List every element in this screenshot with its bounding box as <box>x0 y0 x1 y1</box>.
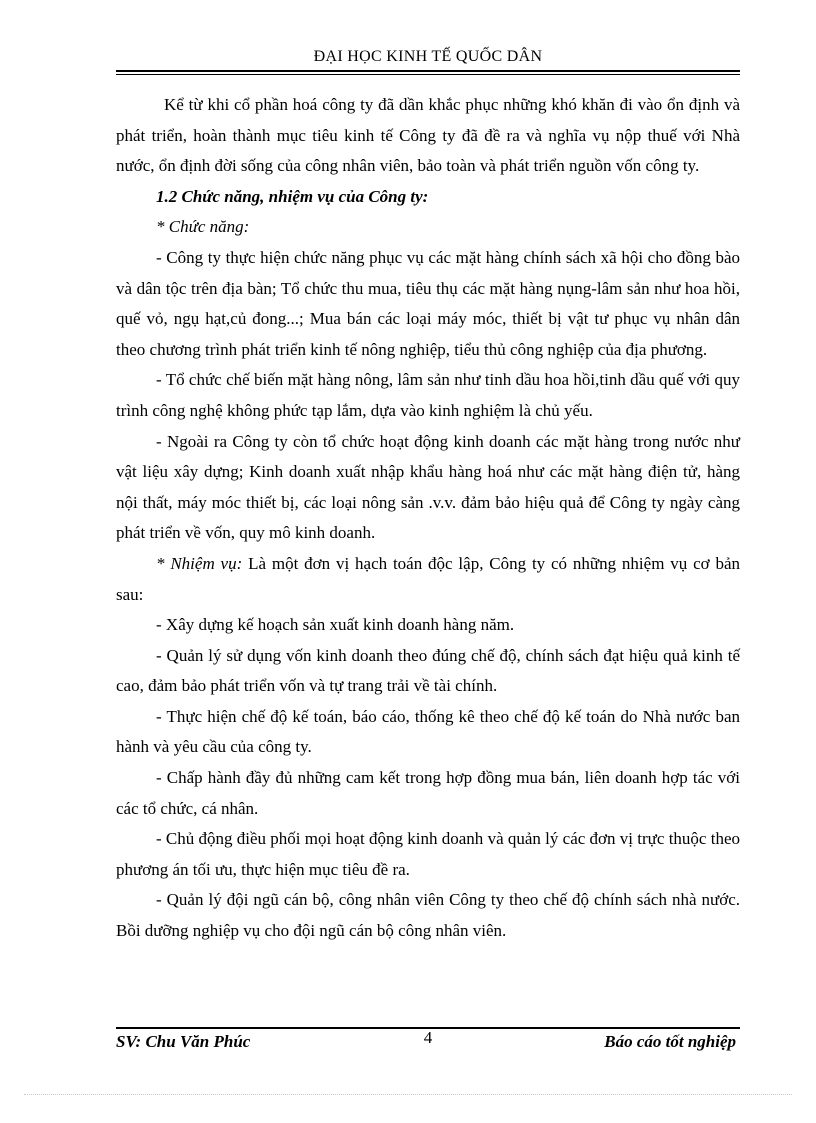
nhiem-vu-label: * Nhiệm vụ: <box>156 553 243 573</box>
chuc-nang-label: * Chức năng: <box>156 217 250 237</box>
chuc-nang-item: - Công ty thực hiện chức năng phục vụ các mặt hàng chính sách xã hội cho đồng bào và dân tộc trên địa bàn; Tổ chức thu mua, tiêu thụ các mặt hàng nụng-lâm sản như hoa hồi, quế vỏ, ngụ hạt,củ đong...; Mua bán các loại máy móc, thiết bị vật tư phục vụ nhân dân theo chương trình phát triển kinh tế nông nghiệp, tiểu thủ công nghiệp của địa phương. <box>116 247 740 359</box>
footer-student-name: SV: Chu Văn Phúc <box>116 1032 251 1051</box>
nhiem-vu-paragraph <box>116 549 740 610</box>
chuc-nang-item: - Ngoài ra Công ty còn tổ chức hoạt động kinh doanh các mặt hàng trong nước như vật liệu xây dựng; Kinh doanh xuất nhập khẩu hàng hoá như các mặt hàng điện tử, hàng nội thất, máy móc thiết bị, các loại nông sản .v.v. đảm bảo hiệu quả để Công ty ngày càng phát triển về vốn, quy mô kinh doanh. <box>116 431 740 543</box>
nhiem-vu-item: - Quản lý đội ngũ cán bộ, công nhân viên Công ty theo chế độ chính sách nhà nước. Bồi dưỡng nghiệp vụ cho đội ngũ cán bộ công nhân viên. <box>116 890 740 941</box>
document-body <box>116 90 740 947</box>
header-rule-thin <box>116 74 740 75</box>
footer-report-type: Báo cáo tốt nghiệp <box>604 1032 736 1051</box>
nhiem-vu-item: - Quản lý sử dụng vốn kinh doanh theo đúng chế độ, chính sách đạt hiệu quả kinh tế cao, đảm bảo phát triển vốn và tự trang trải về tài chính. <box>116 645 740 696</box>
header-rule <box>116 70 740 72</box>
section-heading: 1.2 Chức năng, nhiệm vụ của Công ty: <box>156 186 429 206</box>
intro-paragraph: Kể từ khi cổ phần hoá công ty đã dần khắc phục những khó khăn đi vào ổn định và phát triển, hoàn thành mục tiêu kinh tế Công ty đã đề ra và nghĩa vụ nộp thuế với Nhà nước, ổn định đời sống của công nhân viên, bảo toàn và phát triển nguồn vốn công ty. <box>116 95 740 176</box>
page-header-title: ĐẠI HỌC KINH TẾ QUỐC DÂN <box>313 48 543 65</box>
nhiem-vu-item: - Chấp hành đầy đủ những cam kết trong hợp đồng mua bán, liên doanh hợp tác với các tổ chức, cá nhân. <box>116 768 740 818</box>
nhiem-vu-intro: Là một đơn vị hạch toán độc lập, Công ty có những nhiệm vụ cơ bản sau: <box>116 553 741 604</box>
nhiem-vu-item: - Chủ động điều phối mọi hoạt động kinh doanh và quản lý các đơn vị trực thuộc theo phương án tối ưu, thực hiện mục tiêu đề ra. <box>116 829 740 879</box>
page-bottom-dotted-line <box>24 1094 792 1095</box>
nhiem-vu-item: - Xây dựng kế hoạch sản xuất kinh doanh hàng năm. <box>156 615 515 635</box>
footer-page-number: 4 <box>423 1028 433 1047</box>
page-footer <box>116 1028 740 1056</box>
nhiem-vu-item: - Thực hiện chế độ kế toán, báo cáo, thống kê theo chế độ kế toán do Nhà nước ban hành và yêu cầu của công ty. <box>116 706 740 757</box>
chuc-nang-item: - Tổ chức chế biến mặt hàng nông, lâm sản như tinh dầu hoa hồi,tinh dầu quế với quy trình công nghệ không phức tạp lắm, dựa vào kinh nghiệm là chủ yếu. <box>116 370 740 420</box>
